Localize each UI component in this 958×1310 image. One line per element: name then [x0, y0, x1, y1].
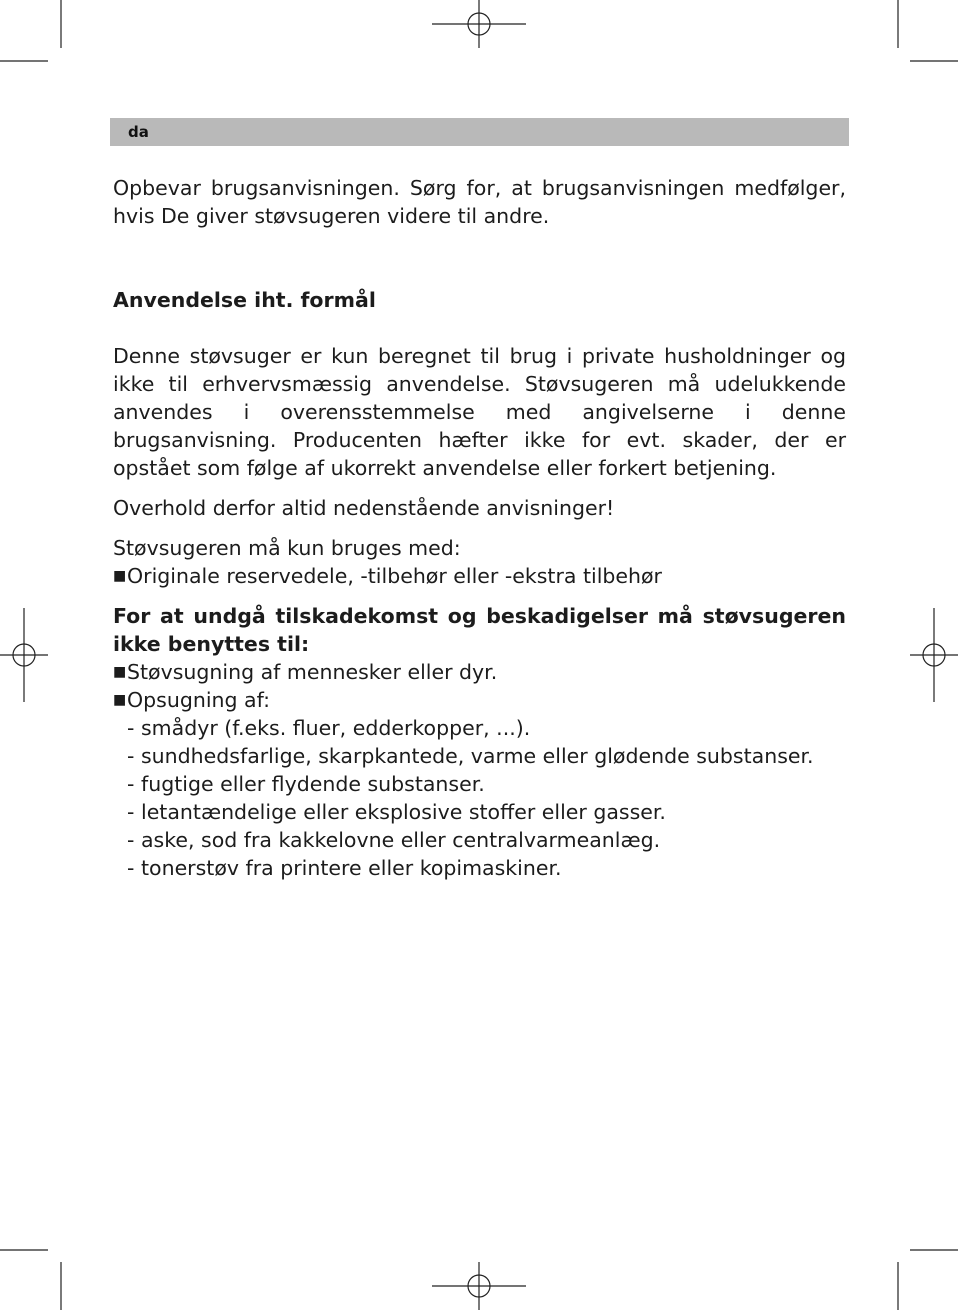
notice-paragraph: Overhold derfor altid nedenstående anvisninger! [113, 496, 615, 520]
forbidden-item: Støvsugning af mennesker eller dyr. [127, 660, 498, 684]
list-item [113, 798, 846, 826]
suction-item: fugtige eller flydende substanser. [141, 772, 485, 796]
dash-marker: - [127, 744, 135, 768]
dash-marker: - [127, 800, 135, 824]
list-item [113, 742, 846, 770]
list-item [113, 562, 846, 590]
forbidden-item: Opsugning af: [127, 688, 270, 712]
suction-item: aske, sod fra kakkelovne eller centralvarmeanlæg. [141, 828, 661, 852]
usage-paragraph: Denne støvsuger er kun beregnet til brug i private husholdninger og ikke til erhvervsmæssig anvendelse. Støvsugeren må udelukkende anvendes i overensstemmelse med angivelserne i denne brugsanvisning. Producenten hæfter ikke for evt. skader, der er opstået som følge af ukorrekt anvendelse eller forkert betjening. [113, 344, 846, 480]
list-item [113, 686, 846, 714]
language-header-bar [110, 118, 849, 146]
list-item [113, 658, 846, 686]
suction-item: sundhedsfarlige, skarpkantede, varme eller glødende substanser. [141, 744, 814, 768]
list-item [113, 826, 846, 854]
dash-marker: - [127, 772, 135, 796]
suction-item: tonerstøv fra printere eller kopimaskiner. [141, 856, 562, 880]
list-item [113, 854, 846, 882]
suction-item: letantændelige eller eksplosive stoffer eller gasser. [141, 800, 666, 824]
section-heading: Anvendelse iht. formål [113, 288, 376, 312]
dash-marker: - [127, 716, 135, 740]
dash-marker: - [127, 828, 135, 852]
allowed-item: Originale reservedele, -tilbehør eller -ekstra tilbehør [127, 564, 662, 588]
suction-item: smådyr (f.eks. fluer, edderkopper, ...). [141, 716, 531, 740]
page-content [113, 174, 846, 882]
intro-paragraph: Opbevar brugsanvisningen. Sørg for, at brugsanvisningen medfølger, hvis De giver støvsugeren videre til andre. [113, 176, 846, 228]
allowed-intro: Støvsugeren må kun bruges med: [113, 536, 461, 560]
bullet-icon: ■ [113, 568, 127, 584]
bullet-icon: ■ [113, 692, 127, 708]
bullet-icon: ■ [113, 664, 127, 680]
dash-marker: - [127, 856, 135, 880]
warning-heading: For at undgå tilskadekomst og beskadigelser må støvsugeren ikke benyttes til: [113, 604, 846, 656]
list-item [113, 714, 846, 742]
list-item [113, 770, 846, 798]
language-code: da [128, 123, 149, 141]
